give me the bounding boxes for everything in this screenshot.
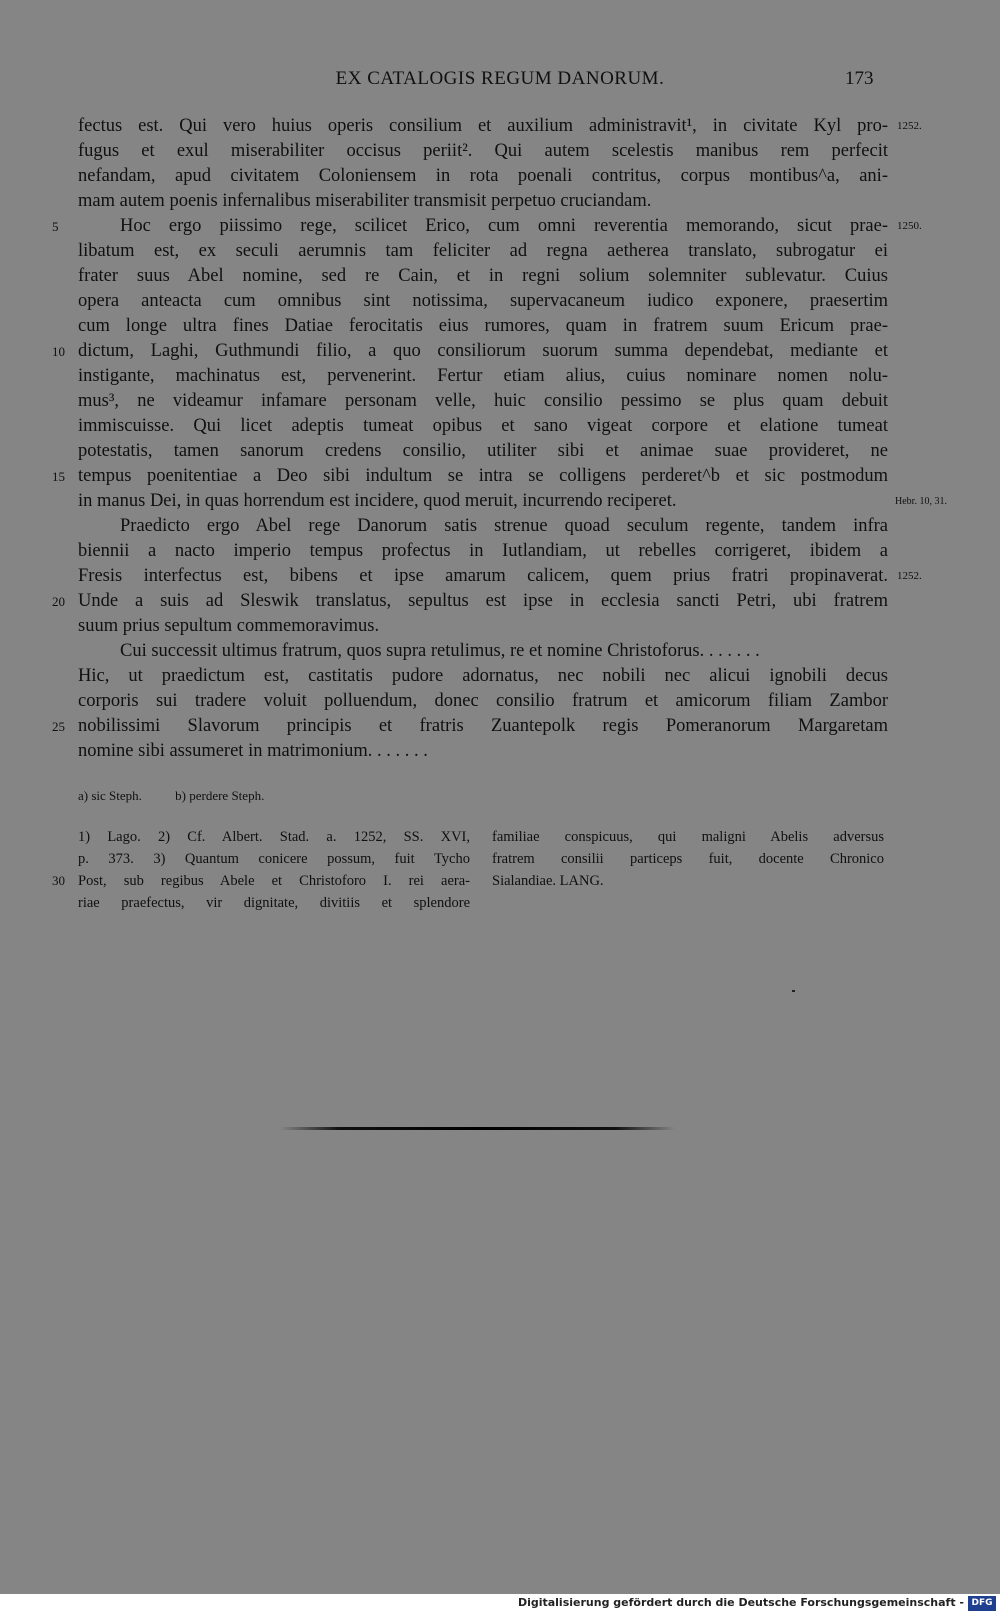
digitization-footer — [0, 1594, 1000, 1614]
text-line: mam autem poenis infernalibus miserabiliter transmisit perpetuo cruciandam. — [78, 191, 652, 211]
footnote-line: 1) Lago. 2) Cf. Albert. Stad. a. 1252, SS. XVI, — [78, 829, 470, 845]
line-number: 10 — [52, 344, 65, 359]
text-line: frater suus Abel nomine, sed re Cain, et in regni solium solemniter sublevatur. Cuius — [78, 266, 888, 286]
margin-year: 1252. — [897, 570, 922, 582]
text-line: mus³, ne videamur infamare personam velle, huic consilio pessimo se plus quam debuit — [78, 391, 888, 411]
end-rule — [280, 1127, 675, 1130]
variant-notes — [78, 788, 294, 804]
text-line: biennii a nacto imperio tempus profectus in Iutlandiam, ut rebelles corrigeret, ibidem a — [78, 541, 888, 561]
line-number: 20 — [52, 594, 65, 609]
line-number: 5 — [52, 219, 59, 234]
text-line: nobilissimi Slavorum principis et fratris Zuantepolk regis Pomeranorum Margaretam — [78, 716, 888, 736]
text-line: dictum, Laghi, Guthmundi filio, a quo consiliorum suorum summa dependebat, mediante et — [78, 341, 888, 361]
text-line: in manus Dei, in quas horrendum est incidere, quod meruit, incurrendo reciperet. — [78, 491, 677, 511]
text-line: nefandam, apud civitatem Coloniensem in rota poenali contritus, corpus montibus^a, ani- — [78, 166, 888, 186]
footnote-line: p. 373. 3) Quantum conicere possum, fuit Tycho — [78, 851, 470, 867]
margin-reference: Hebr. 10, 31. — [895, 496, 947, 507]
text-line: Fresis interfectus est, bibens et ipse amarum calicem, quem prius fratri propinaverat. — [78, 566, 888, 586]
main-text — [78, 114, 888, 764]
footnote-line: Sialandiae. LANG. — [492, 873, 604, 889]
text-line: Cui successit ultimus fratrum, quos supra retulimus, re et nomine Christoforus. . . . . . . — [120, 641, 760, 661]
text-line: suum prius sepultum commemoravimus. — [78, 616, 380, 636]
text-line: tempus poenitentiae a Deo sibi indultum se intra se colligens perderet^b et sic postmodum — [78, 466, 888, 486]
footnote-line-number: 30 — [52, 873, 65, 888]
variant-note: b) perdere Steph. — [175, 788, 265, 803]
text-line: opera anteacta cum omnibus sint notissima, supervacaneum iudico exponere, praesertim — [78, 291, 888, 311]
text-line: corporis sui tradere voluit polluendum, donec consilio fratrum et amicorum filiam Zambor — [78, 691, 888, 711]
text-line: fectus est. Qui vero huius operis consilium et auxilium administravit¹, in civitate Kyl pro- — [78, 116, 888, 136]
dfg-logo: DFG — [968, 1596, 996, 1611]
text-line: Praedicto ergo Abel rege Danorum satis strenue quoad seculum regente, tandem infra — [120, 516, 888, 536]
scan-speck — [792, 990, 795, 992]
text-line: nomine sibi assumeret in matrimonium. . . . . . . — [78, 741, 428, 761]
footnotes-left-column — [78, 826, 470, 914]
text-line: potestatis, tamen sanorum credens consilio, utiliter sibi et animae suae provideret, ne — [78, 441, 888, 461]
page-number: 173 — [845, 68, 874, 89]
running-title: EX CATALOGIS REGUM DANORUM. — [335, 68, 665, 89]
margin-year: 1250. — [897, 220, 922, 232]
line-number: 15 — [52, 469, 65, 484]
text-line: libatum est, ex seculi aerumnis tam feliciter ad regna aetherea translato, subrogatur ei — [78, 241, 888, 261]
footnote-line: riae praefectus, vir dignitate, divitiis et splendore — [78, 895, 470, 911]
line-number: 25 — [52, 719, 65, 734]
text-line: fugus et exul miserabiliter occisus periit². Qui autem scelestis manibus rem perfecit — [78, 141, 888, 161]
page-header — [0, 68, 1000, 98]
footnotes-right-column — [492, 826, 884, 892]
footnote-line: Post, sub regibus Abele et Christoforo I. rei aera- — [78, 873, 470, 889]
margin-year: 1252. — [897, 120, 922, 132]
text-line: Unde a suis ad Sleswik translatus, sepultus est ipse in ecclesia sancti Petri, ubi fratrem — [78, 591, 888, 611]
text-line: cum longe ultra fines Datiae ferocitatis eius rumores, quam in fratrem suum Ericum prae- — [78, 316, 888, 336]
variant-note: a) sic Steph. — [78, 788, 142, 803]
text-line: instigante, machinatus est, pervenerint. Fertur etiam alius, cuius nominare nomen nolu- — [78, 366, 888, 386]
text-line: immiscuisse. Qui licet adeptis tumeat opibus et sano vigeat corpore et elatione tumeat — [78, 416, 888, 436]
footnote-line: familiae conspicuus, qui maligni Abelis adversus — [492, 829, 884, 845]
footnote-line: fratrem consilii particeps fuit, docente Chronico — [492, 851, 884, 867]
funding-credit: Digitalisierung gefördert durch die Deutsche Forschungsgemeinschaft - — [517, 1596, 964, 1609]
text-line: Hic, ut praedictum est, castitatis pudore adornatus, nec nobili nec alicui ignobili decus — [78, 666, 888, 686]
text-line: Hoc ergo piissimo rege, scilicet Erico, cum omni reverentia memorando, sicut prae- — [120, 216, 888, 236]
